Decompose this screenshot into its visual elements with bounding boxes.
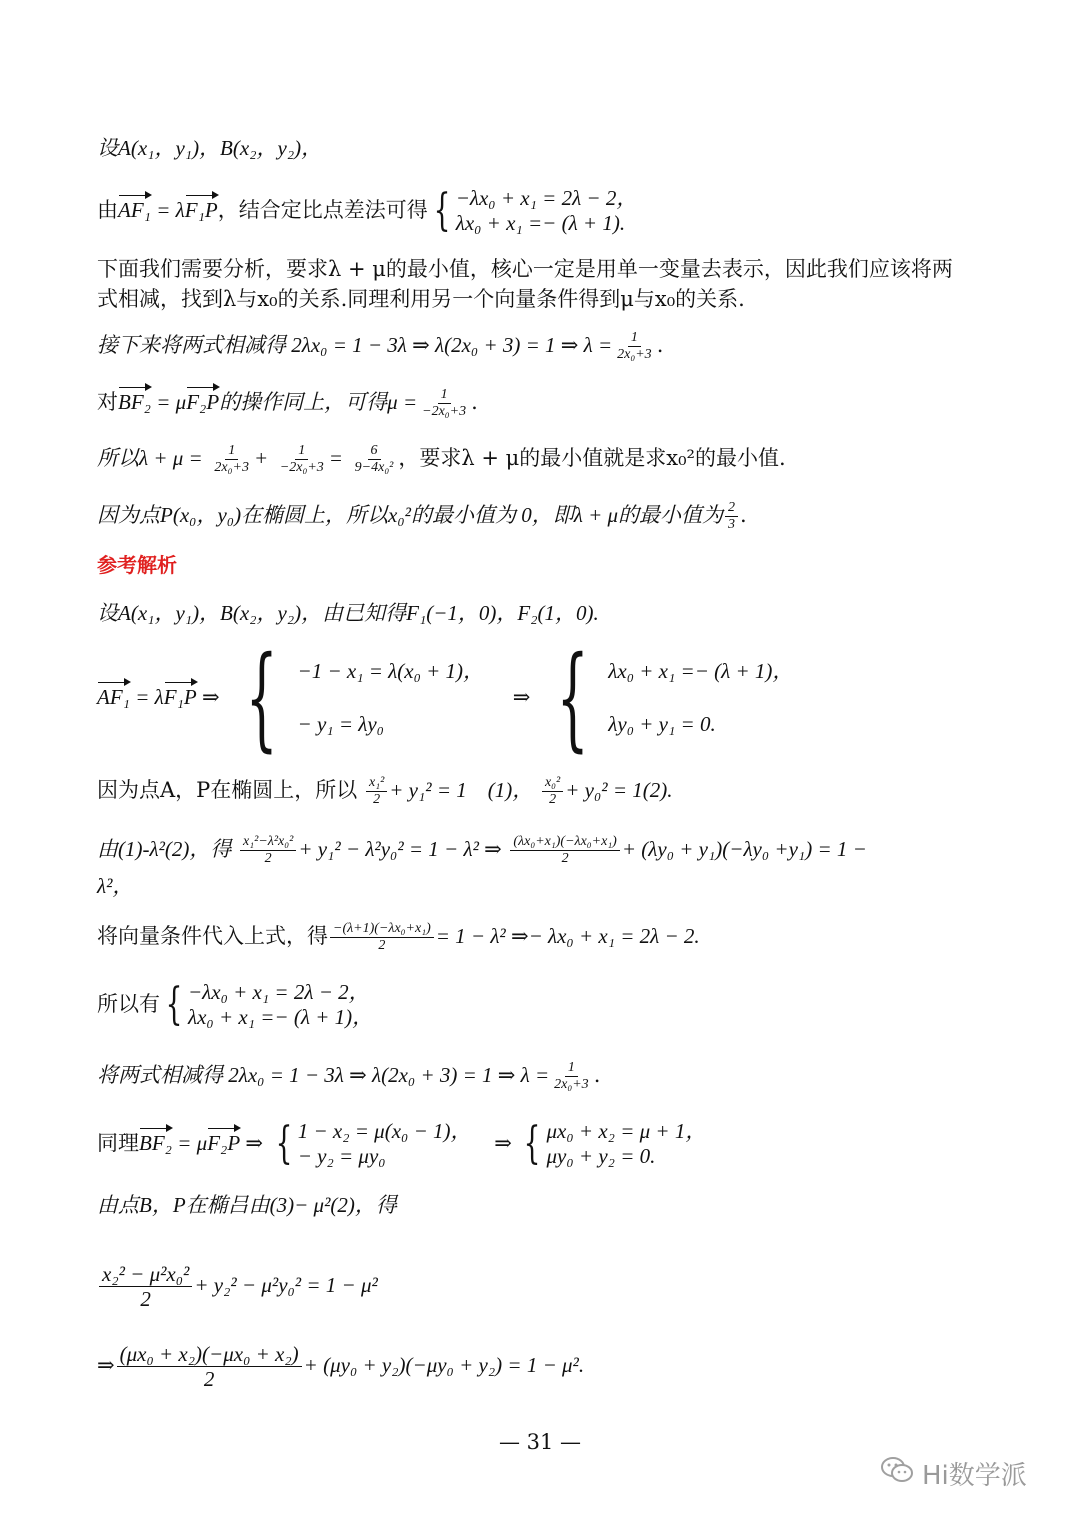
page-number: — 31 — — [498, 1430, 582, 1454]
line-mu-result: 对BF₂ = μF₂P的操作同上，可得μ = $\frac{1}{\text{−2x₀+3}}$ . — [97, 387, 478, 420]
line-foci: 设A(x₁，y₁)，B(x₂，y₂)，由已知得F₁(−1，0)，F₂(1，0). — [97, 601, 599, 625]
equation-system: { λx₀ + x₁ =− (λ + 1)， λy₀ + y₁ = 0. — [556, 633, 794, 763]
line-point-b: 由点B，P在椭吕由(3)− μ²(2)，得 — [97, 1193, 397, 1217]
line-analysis-1: 下面我们需要分析，要求λ + μ的最小值，核心一定是用单一变量去表示，因此我们应该将两 — [97, 257, 953, 281]
line-difference: 由(1)-λ²(2)，得 $\frac{\text{x₁²−λ²x₀²}}{2}$ + y₁² − λ²y₀² = 1 − λ² ⇒ $\frac{\text{(λx₀+x₁)(−λx₀+x₁)}}{2}$ + (λy₀ + y₁)(−λy₀ +y₁) = 1 − — [97, 834, 867, 867]
wechat-icon — [880, 1455, 914, 1492]
line-sum: 所以λ + μ = $\frac{1}{\text{2x₀+3}}$ + $\frac{1}{\text{−2x₀+3}}$ = $\frac{6}{\text{9−4x₀²}}$ ，要求λ + μ的最小值就是求x₀²的最小值. — [97, 443, 786, 476]
line-define-points: 设A(x₁，y₁)，B(x₂，y₂)， — [97, 136, 323, 160]
watermark-text: Hi数学派 — [922, 1461, 1027, 1491]
section-heading: 参考解析 — [97, 553, 177, 577]
line-mu-system: 同理BF₂ = μF₂P ⇒ { 1 − x₂ = μ(x₀ − 1)， − y₂ = μy₀ ⇒ { μx₀ + x₂ = μ + 1， μy₀ + y₂ = 0. — [97, 1118, 707, 1169]
equation-system: { μx₀ + x₂ = μ + 1， μy₀ + y₂ = 0. — [524, 1118, 707, 1169]
equation-system: { −λx₀ + x₁ = 2λ − 2， λx₀ + x₁ =− (λ + 1)， — [165, 979, 374, 1030]
equation-system: { −λx₀ + x₁ = 2λ − 2， λx₀ + x₁ =− (λ + 1). — [433, 185, 638, 236]
line-analysis-2: 式相减，找到λ与x₀的关系.同理利用另一个向量条件得到μ与x₀的关系. — [97, 287, 745, 311]
equation-system: { −1 − x₁ = λ(x₀ + 1)， − y₁ = λy₀ — [245, 633, 485, 763]
line-equation-18: ⇒ $\frac{\text{(μx₀ + x₂)(−μx₀ + x₂)}}{2}$ + (μy₀ + y₂)(−μy₀ + y₂) = 1 − μ². — [97, 1342, 585, 1392]
line-vector-system: AF₁ = λF₁P ⇒ { −1 − x₁ = λ(x₀ + 1)， − y₁ = λy₀ ⇒ { λx₀ + x₁ =− (λ + 1)， λy₀ + y₁ = 0. — [97, 633, 794, 763]
line-lambda-result-2: 将两式相减得 2λx₀ = 1 − 3λ ⇒ λ(2x₀ + 3) = 1 ⇒ λ = $\frac{1}{\text{2x₀+3}}$ . — [97, 1060, 601, 1093]
line-vector-condition: 由AF₁ = λF₁P，结合定比点差法可得 { −λx₀ + x₁ = 2λ − 2， λx₀ + x₁ =− (λ + 1). — [97, 185, 638, 236]
line-substitute: 将向量条件代入上式，得 $\frac{\text{−(λ+1)(−λx₀+x₁)}}{2}$ = 1 − λ² ⇒− λx₀ + x₁ = 2λ − 2. — [97, 921, 700, 954]
line-so-system: 所以有 { −λx₀ + x₁ = 2λ − 2， λx₀ + x₁ =− (λ + 1)， — [97, 979, 374, 1030]
equation-system: { 1 − x₂ = μ(x₀ − 1)， − y₂ = μy₀ — [275, 1118, 472, 1169]
line-difference-cont: λ²， — [97, 874, 134, 898]
line-equation-17: $\frac{\text{x₂² − μ²x₀²}}{2}$ + y₂² − μ²y₀² = 1 − μ² — [97, 1262, 378, 1311]
line-minimum: 因为点P(x₀，y₀)在椭圆上，所以x₀²的最小值为 0，即λ + μ的最小值为 $\frac{2}{3}$ . — [97, 500, 747, 533]
line-ellipse: 因为点A，P在椭圆上，所以 $\frac{\text{x₁²}}{2}$ + y₁² = 1 (1)， $\frac{\text{x₀²}}{2}$ + y₀² = 1(2). — [97, 775, 673, 808]
watermark — [880, 1455, 1027, 1492]
line-lambda-result: 接下来将两式相减得 2λx₀ = 1 − 3λ ⇒ λ(2x₀ + 3) = 1 ⇒ λ = $\frac{1}{\text{2x₀+3}}$ . — [97, 330, 664, 363]
